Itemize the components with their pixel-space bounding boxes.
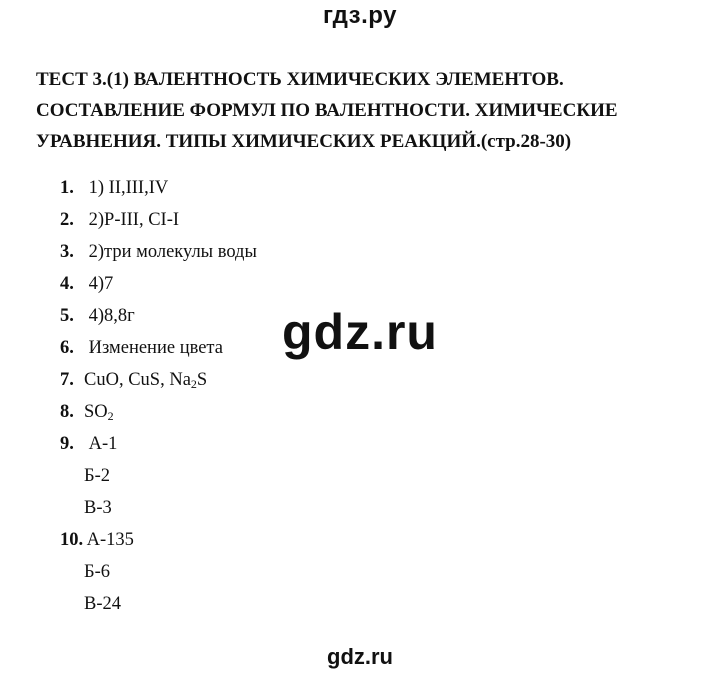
answer-item-9-c (60, 492, 560, 524)
answer-number: 2. (60, 210, 74, 230)
answer-item-2 (60, 204, 560, 236)
site-header-label: гдз.ру (323, 2, 397, 29)
formula-subscript: 2 (107, 409, 114, 423)
answer-match-item: А-135 (86, 530, 134, 550)
formula-text: CuO, CuS, Na (84, 370, 191, 390)
answer-list (60, 172, 560, 620)
answer-item-3 (60, 236, 560, 268)
answer-match-item: А-1 (88, 434, 118, 454)
watermark: gdz.ru (282, 304, 438, 360)
answer-text: 1) II,III,IV (88, 178, 169, 198)
answer-number: 6. (60, 338, 74, 358)
answer-item-10-b (60, 556, 560, 588)
answer-number: 3. (60, 242, 74, 262)
answer-match-item: В-3 (84, 498, 112, 518)
answer-text: 4)8,8г (88, 306, 135, 326)
answer-number: 4. (60, 274, 74, 294)
page-title (36, 64, 696, 157)
formula-text: SO (84, 402, 108, 422)
answer-item-4 (60, 268, 560, 300)
formula-subscript: 2 (190, 377, 197, 391)
answer-item-8 (60, 396, 560, 428)
answer-formula (84, 396, 114, 428)
answer-formula (84, 364, 207, 396)
answer-text: 2)три молекулы воды (88, 242, 257, 262)
answer-match-item: Б-6 (84, 562, 111, 582)
answer-item-9 (60, 428, 560, 460)
answer-item-7 (60, 364, 560, 396)
formula-text-end: S (196, 370, 208, 390)
answer-number: 5. (60, 306, 74, 326)
answer-number: 8. (60, 402, 74, 422)
answer-text: 4)7 (88, 274, 114, 294)
answer-number: 10. (60, 530, 84, 550)
answer-number: 1. (60, 178, 74, 198)
title-line-3: УРАВНЕНИЯ. ТИПЫ ХИМИЧЕСКИХ РЕАКЦИЙ.(стр.28-30) (36, 131, 572, 152)
title-line-1: ТЕСТ 3.(1) ВАЛЕНТНОСТЬ ХИМИЧЕСКИХ ЭЛЕМЕНТОВ. (36, 69, 564, 90)
title-line-2: СОСТАВЛЕНИЕ ФОРМУЛ ПО ВАЛЕНТНОСТИ. ХИМИЧЕСКИЕ (36, 100, 618, 121)
answer-item-9-b (60, 460, 560, 492)
answer-text: Изменение цвета (88, 338, 223, 358)
answer-item-10-c (60, 588, 560, 620)
answer-text: 2)P-III, CI-I (88, 210, 180, 230)
answer-number: 9. (60, 434, 74, 454)
answer-match-item: В-24 (84, 594, 121, 614)
answer-item-10 (60, 524, 560, 556)
answer-match-item: Б-2 (84, 466, 111, 486)
answer-number: 7. (60, 370, 74, 390)
answer-item-1 (60, 172, 560, 204)
site-footer-label: gdz.ru (327, 644, 393, 669)
